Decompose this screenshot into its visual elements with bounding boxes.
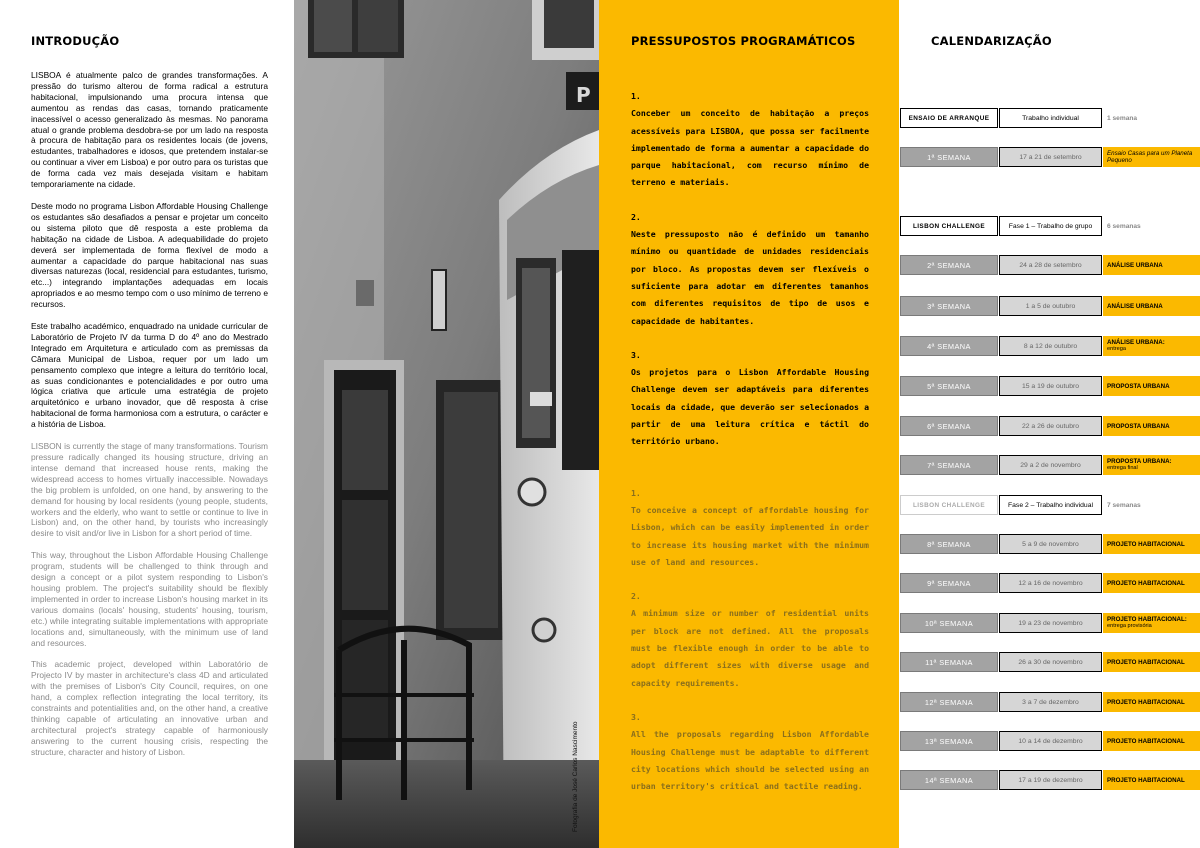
pressuposto-text: Conceber um conceito de habitação a preços acessíveis para LISBOA, que possa ser facilmente implementado de forma a aumentar a capacidade do parque habitacional, com recurso mínimo de terreno e materiais.	[631, 108, 869, 188]
calendar-row-label: LISBON CHALLENGE	[900, 495, 998, 515]
calendar-row-date: 22 a 26 de outubro	[999, 416, 1102, 436]
calendar-row-date: 1 a 5 de outubro	[999, 296, 1102, 316]
calendar-row-date: 26 a 30 de novembro	[999, 652, 1102, 672]
pressuposto-item-pt	[631, 88, 869, 192]
calendar-row-date: 3 a 7 de dezembro	[999, 692, 1102, 712]
pressupostos-list-pt	[631, 88, 869, 451]
pressuposto-number: 1.	[631, 487, 641, 498]
calendar-note-sub: entrega provisória	[1107, 623, 1152, 629]
calendar-row-note	[1103, 652, 1200, 672]
calendar-row-label: 1ª SEMANA	[900, 147, 998, 167]
calendar-row-label: 6ª SEMANA	[900, 416, 998, 436]
calendar-note-main: PROJETO HABITACIONAL:	[1107, 616, 1187, 623]
intro-paragraph-en: This academic project, developed within Laboratório de Projecto IV by master in architecture's class 4D and articulated with the premises of Lisbon's City Council, requires, on one hand, a complex reflection integrating the local territory, its constraints and potentialities and, on the other hand, a creative thinking capable of articulating an innovative urban and architectural project's strategy capable of harmoniously answering to the current housing crisis, respecting the structure, character and history of Lisbon.	[31, 659, 268, 757]
intro-paragraph-pt: LISBOA é atualmente palco de grandes transformações. A pressão do turismo alterou de forma radical a estrutura habitacional, impulsionando uma procura intensa que aumentou as rendas das casas, tornando praticamente inacessível o acesso generalizado às mesmas. No panorama atual o grande problema desdobra-se por um lado na resposta à procura de habitação para os residentes locais (de jovens, estudantes, trabalhadores e idosos, que pretendem instalar-se ou continuar a viver em Lisboa) e por outro para os turistas que de forma cada vez mais desejada visitam e habitam temporariamente na cidade.	[31, 70, 268, 190]
calendar-row-label: 7ª SEMANA	[900, 455, 998, 475]
calendar-row-note	[1103, 416, 1200, 436]
calendar-row-date: 17 a 19 de dezembro	[999, 770, 1102, 790]
pressuposto-text: A minimum size or number of residential units per block are not defined. All the proposals must be flexible enough in order to be able to adopt different sizes with diverse usage and capacity requirements.	[631, 608, 869, 688]
calendar-row-note	[1103, 455, 1200, 475]
calendar-row	[899, 455, 1200, 476]
calendar-row	[899, 731, 1200, 752]
calendar-note-main: Ensaio Casas para um Planeta Pequeno	[1107, 150, 1193, 164]
calendar-note-main: PROPOSTA URBANA	[1107, 382, 1170, 390]
calendar-row-note	[1103, 336, 1200, 356]
pressupostos-list-en	[631, 485, 869, 796]
introduction-column	[0, 0, 294, 848]
calendar-note-main: PROJETO HABITACIONAL	[1107, 737, 1185, 745]
calendar-row-date: Fase 2 – Trabalho individual	[999, 495, 1102, 515]
calendar-row-label: 13ª SEMANA	[900, 731, 998, 751]
tram-photo	[294, 0, 599, 848]
pressuposto-item-pt	[631, 347, 869, 451]
calendar-row	[899, 296, 1200, 317]
calendar-row	[899, 495, 1200, 516]
pressuposto-item-en	[631, 588, 869, 692]
pressuposto-item-pt	[631, 209, 869, 330]
svg-text:P: P	[576, 83, 591, 107]
intro-paragraph-pt: Deste modo no programa Lisbon Affordable Housing Challenge os estudantes são desafiados a pensar e projetar um conceito ou sistema piloto que dê resposta a este problema da habitação na cidade de Lisboa. A adequabilidade do projeto deverá ser implementada de forma flexível de modo a aumentar a capacidade do parque habitacional nas suas diversas naturezas (local, residencial para estudantes, turismo, etc...) integrando implantações adequadas em locais apropriados e ao mesmo tempo com o uso mínimo de terreno e recursos.	[31, 200, 268, 310]
calendar-row-note	[1103, 692, 1200, 712]
pressuposto-number: 3.	[631, 349, 641, 360]
pressuposto-number: 3.	[631, 711, 641, 722]
calendar-note-sub: entrega final	[1107, 465, 1138, 471]
calendar-row-label: 4ª SEMANA	[900, 336, 998, 356]
calendar-note-main: PROJETO HABITACIONAL	[1107, 658, 1185, 666]
calendar-row-note	[1103, 770, 1200, 790]
pressuposto-item-en	[631, 485, 869, 571]
introduction-heading: INTRODUÇÃO	[31, 34, 120, 48]
calendar-row-label: 9ª SEMANA	[900, 573, 998, 593]
calendar-note-main: 6 semanas	[1107, 222, 1141, 230]
calendar-row	[899, 652, 1200, 673]
tram-photo-illustration	[294, 0, 599, 848]
calendar-row-date: 19 a 23 de novembro	[999, 613, 1102, 633]
calendar-row-note	[1103, 534, 1200, 554]
calendar-row	[899, 416, 1200, 437]
intro-paragraph-pt: Este trabalho académico, enquadrado na unidade curricular de Laboratório de Projeto IV da turma D do 4º ano do Mestrado Integrado em Arquitetura e articulado com as premissas da Câmara Municipal de Lisboa, requer por um lado um pensamento complexo que integre a leitura do território local, as suas condicionantes e potencialidades e por outro uma lógica criativa que articule uma estratégia de projeto arquitetónico e urbano inovador, que dê resposta à crise habitacional de forma harmoniosa com a estrutura, o carácter e a história de Lisboa.	[31, 321, 268, 430]
pressupostos-heading: PRESSUPOSTOS PROGRAMÁTICOS	[631, 34, 856, 48]
calendar-row	[899, 573, 1200, 594]
calendar-row-date: 5 a 9 de novembro	[999, 534, 1102, 554]
calendar-row	[899, 770, 1200, 791]
calendar-row-note	[1103, 108, 1200, 128]
calendar-row-note	[1103, 573, 1200, 593]
calendar-row-label: ENSAIO DE ARRANQUE	[900, 108, 998, 128]
calendar-note-main: PROJETO HABITACIONAL	[1107, 540, 1185, 548]
pressupostos-column	[599, 0, 899, 848]
calendar-row-date: 29 a 2 de novembro	[999, 455, 1102, 475]
calendar-row-label: 11ª SEMANA	[900, 652, 998, 672]
calendar-note-main: 7 semanas	[1107, 501, 1141, 509]
calendar-row	[899, 108, 1200, 129]
calendar-row-label: 12ª SEMANA	[900, 692, 998, 712]
calendar-row	[899, 255, 1200, 276]
calendar-row-label: 10ª SEMANA	[900, 613, 998, 633]
calendar-note-main: PROJETO HABITACIONAL	[1107, 579, 1185, 587]
introduction-body	[31, 70, 268, 758]
calendar-note-main: ANÁLISE URBANA	[1107, 261, 1163, 269]
calendar-row-label: 8ª SEMANA	[900, 534, 998, 554]
calendar-row-label: 3ª SEMANA	[900, 296, 998, 316]
calendar-column	[899, 0, 1200, 848]
calendar-row-note	[1103, 731, 1200, 751]
calendar-note-main: 1 semana	[1107, 114, 1138, 122]
calendar-row-note	[1103, 216, 1200, 236]
pressuposto-text: All the proposals regarding Lisbon Affordable Housing Challenge must be adaptable to different city locations which should be selected using an urban territory's critical and tactile reading.	[631, 729, 869, 792]
calendar-row	[899, 692, 1200, 713]
photo-credit: Fotografia de José Carlos Nascimento	[572, 721, 579, 832]
calendar-row	[899, 147, 1200, 168]
pressuposto-number: 1.	[631, 91, 641, 101]
calendar-row-note	[1103, 255, 1200, 275]
calendar-row-date: 12 a 16 de novembro	[999, 573, 1102, 593]
calendar-row-date: 15 a 19 de outubro	[999, 376, 1102, 396]
calendar-heading: CALENDARIZAÇÃO	[931, 34, 1052, 48]
calendar-note-main: PROJETO HABITACIONAL	[1107, 776, 1185, 784]
calendar-note-sub: entrega	[1107, 346, 1126, 352]
calendar-row-date: 24 a 28 de setembro	[999, 255, 1102, 275]
calendar-row-label: 5ª SEMANA	[900, 376, 998, 396]
intro-paragraph-en: This way, throughout the Lisbon Affordable Housing Challenge program, students will be challenged to think through and design a concept or a pilot system responding to Lisbon's housing problem. The project's suitability should be flexibly implemented in order to increase Lisbon's housing market in its various domains (locals' housing, students' housing, tourism, etc.) while integrating suitable implementations with appropriate locations and, simultaneously, with the minimum use of land and resources.	[31, 550, 268, 648]
calendar-row	[899, 613, 1200, 634]
calendar-row-label: 14ª SEMANA	[900, 770, 998, 790]
calendar-note-main: ANÁLISE URBANA:	[1107, 339, 1165, 346]
calendar-row-note	[1103, 613, 1200, 633]
calendar-row-date: 17 a 21 de setembro	[999, 147, 1102, 167]
calendar-row	[899, 376, 1200, 397]
calendar-row-date: Trabalho individual	[999, 108, 1102, 128]
pressuposto-text: Neste pressuposto não é definido um tamanho mínimo ou quantidade de unidades residenciais por bloco. As propostas devem ser flexíveis o suficiente para adotar em diferentes tamanhos com diferentes requisitos de tipo de usos e capacidade de habitantes.	[631, 229, 869, 326]
pressuposto-text: Os projetos para o Lisbon Affordable Housing Challenge devem ser adaptáveis para diferentes locais da cidade, que deverão ser selecionados a partir de uma leitura crítica e táctil do território urbano.	[631, 367, 869, 447]
calendar-row-note	[1103, 376, 1200, 396]
calendar-row	[899, 534, 1200, 555]
pressuposto-item-en	[631, 709, 869, 795]
calendar-row	[899, 336, 1200, 357]
calendar-row	[899, 216, 1200, 237]
calendar-row-note	[1103, 147, 1200, 167]
calendar-row-note	[1103, 495, 1200, 515]
calendar-note-main: ANÁLISE URBANA	[1107, 302, 1163, 310]
pressuposto-number: 2.	[631, 211, 641, 222]
calendar-row-date: 10 a 14 de dezembro	[999, 731, 1102, 751]
calendar-row-label: 2ª SEMANA	[900, 255, 998, 275]
intro-paragraph-en: LISBON is currently the stage of many transformations. Tourism pressure radically changed its housing structure, driving an intense demand that increased house rents, making the widespread access to homes virtually inaccessible. Nowadays the big problem is unfolded, on one hand, by answering to the demand for housing by local residents (young people, students, workers and the elderly, who want to settle or continue to live in Lisbon) and, on the other hand, by tourists who increasingly desire to visit and/or live in Lisbon for a short period of time.	[31, 441, 268, 539]
calendar-row-date: 8 a 12 de outubro	[999, 336, 1102, 356]
calendar-note-main: PROJETO HABITACIONAL	[1107, 698, 1185, 706]
pressuposto-text: To conceive a concept of affordable housing for Lisbon, which can be easily implemented in order to increase its housing market with the minimum use of land and resources.	[631, 504, 869, 567]
calendar-row-note	[1103, 296, 1200, 316]
calendar-note-main: PROPOSTA URBANA	[1107, 422, 1170, 430]
calendar-note-main: PROPOSTA URBANA:	[1107, 458, 1172, 465]
calendar-row-label: LISBON CHALLENGE	[900, 216, 998, 236]
pressuposto-number: 2.	[631, 591, 641, 602]
calendar-row-date: Fase 1 – Trabalho de grupo	[999, 216, 1102, 236]
